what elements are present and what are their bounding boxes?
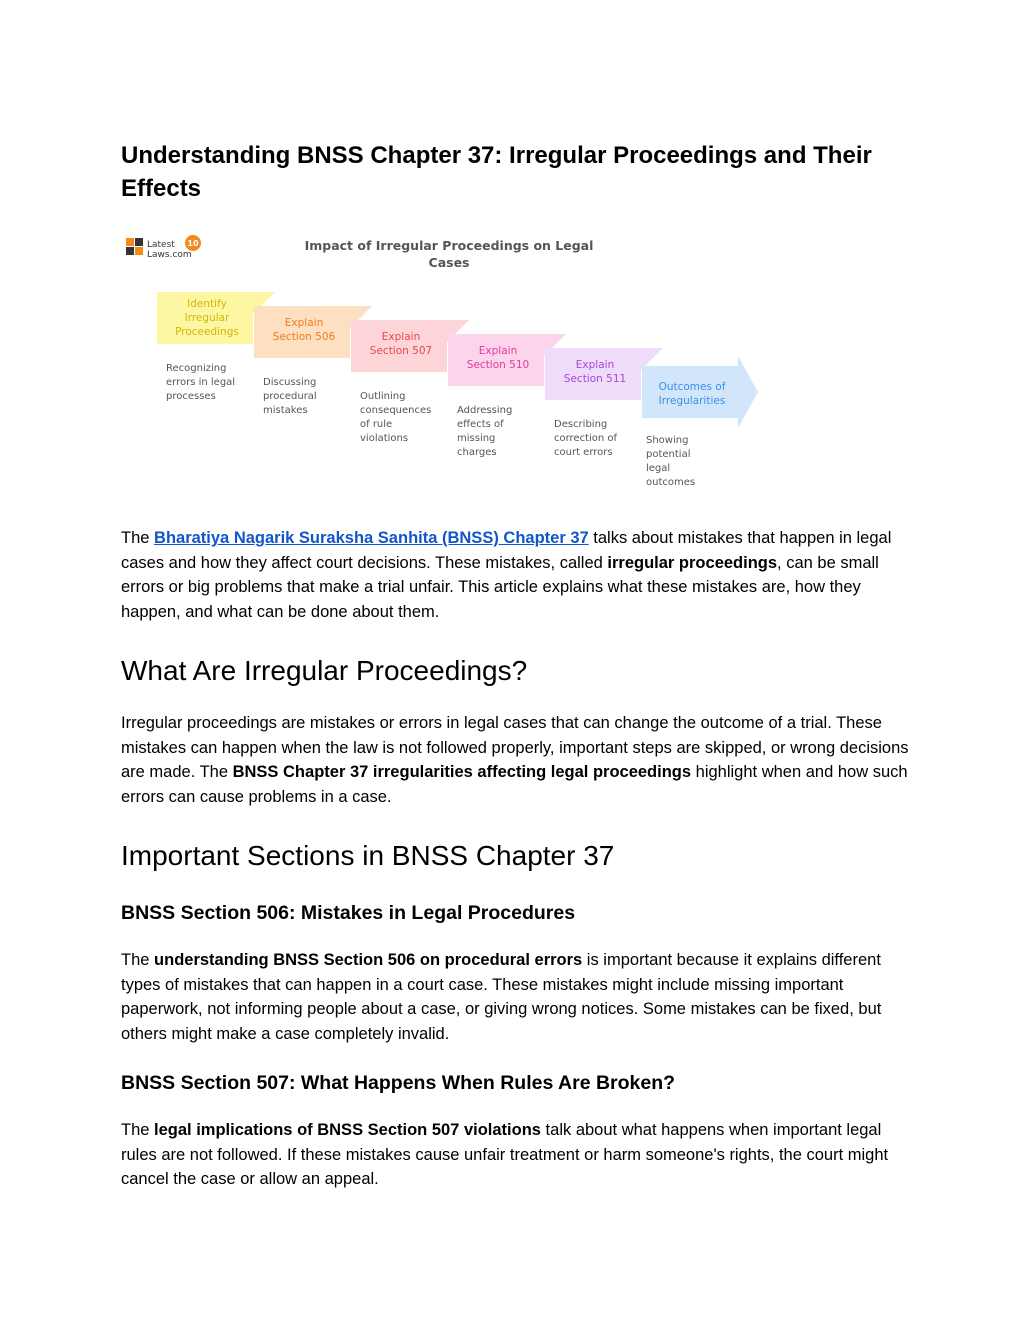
step-description: legal xyxy=(646,463,671,474)
step-description: outcomes xyxy=(646,477,696,488)
step-description: violations xyxy=(360,433,409,444)
step-description: of rule xyxy=(360,419,393,430)
step-label: Explain xyxy=(381,331,421,343)
step-description: errors in legal xyxy=(166,377,236,388)
section-heading-important-sections: Important Sections in BNSS Chapter 37 xyxy=(121,840,615,871)
step-label: Section 507 xyxy=(369,345,433,357)
step-label: Section 506 xyxy=(272,331,336,343)
step-6 xyxy=(642,356,758,488)
step-description: court errors xyxy=(554,447,613,458)
step-label: Identify xyxy=(187,298,227,310)
step-description: Recognizing xyxy=(166,363,227,374)
subheading-section-506: BNSS Section 506: Mistakes in Legal Procedures xyxy=(121,902,576,924)
step-description: missing xyxy=(457,433,496,444)
step-label: Explain xyxy=(575,359,615,371)
logo-years: 10 xyxy=(187,239,199,248)
step-description: Discussing xyxy=(263,377,317,388)
step-description: Showing xyxy=(646,435,689,446)
step-description: consequences xyxy=(360,405,432,416)
step-label: Proceedings xyxy=(175,326,239,338)
step-label: Explain xyxy=(478,345,518,357)
bnss-chapter-37-link[interactable]: Bharatiya Nagarik Suraksha Sanhita (BNSS) Chapter 37 xyxy=(154,529,589,547)
section1-paragraph: Irregular proceedings are mistakes or errors in legal cases that can change the outcome of a trial. These mistakes can happen when the law is not followed properly, important steps are skipped, or wrong decisions are made. The BNSS Chapter 37 irregularities affecting legal proceedings highlight when and how such errors can cause problems in a case. xyxy=(121,714,909,806)
infographic xyxy=(121,226,771,496)
step-description: charges xyxy=(457,447,497,458)
step-description: potential xyxy=(646,449,691,460)
step-label: Section 510 xyxy=(466,359,530,371)
step-label: Outcomes of xyxy=(658,381,726,393)
figure-heading-line1: Impact of Irregular Proceedings on Legal xyxy=(304,238,594,253)
logo-text-1: Latest xyxy=(147,240,175,250)
step-description: mistakes xyxy=(263,405,308,416)
step-description: procedural xyxy=(263,391,317,402)
step-description: Describing xyxy=(554,419,608,430)
step-description: Outlining xyxy=(360,391,406,402)
step-description: processes xyxy=(166,391,216,402)
section-heading-irregular-proceedings: What Are Irregular Proceedings? xyxy=(121,655,528,686)
logo-text-2: Laws.com xyxy=(147,250,192,260)
figure-heading-line2: Cases xyxy=(428,255,470,270)
step-label: Explain xyxy=(284,317,324,329)
subheading-section-507: BNSS Section 507: What Happens When Rules Are Broken? xyxy=(121,1072,676,1094)
step-description: effects of xyxy=(457,419,504,430)
intro-paragraph: The Bharatiya Nagarik Suraksha Sanhita (BNSS) Chapter 37 talks about mistakes that happen in legal cases and how they affect court decisions. These mistakes, called irregular proceedings, can be small errors or big problems that make a trial unfair. This article explains what these mistakes are, how they happen, and what can be done about them. xyxy=(121,529,892,621)
section507-paragraph: The legal implications of BNSS Section 507 violations talk about what happens when important legal rules are not followed. If these mistakes cause unfair treatment or harm someone's rights, the court might cancel the case or allow an appeal. xyxy=(121,1121,889,1188)
step-label: Irregularities xyxy=(658,395,726,407)
latestlaws-logo xyxy=(126,235,201,260)
step-label: Irregular xyxy=(184,312,230,324)
step-description: Addressing xyxy=(457,405,513,416)
step-label: Section 511 xyxy=(563,373,627,385)
step-description: correction of xyxy=(554,433,618,444)
page-title: Understanding BNSS Chapter 37: Irregular Proceedings and Their Effects xyxy=(121,142,872,202)
section506-paragraph: The understanding BNSS Section 506 on procedural errors is important because it explains different types of mistakes that can happen in a court case. These mistakes might include missing important paperwork, not informing people about a case, or giving wrong notices. Some mistakes can be fixed, but others might make a case completely invalid. xyxy=(121,951,882,1043)
